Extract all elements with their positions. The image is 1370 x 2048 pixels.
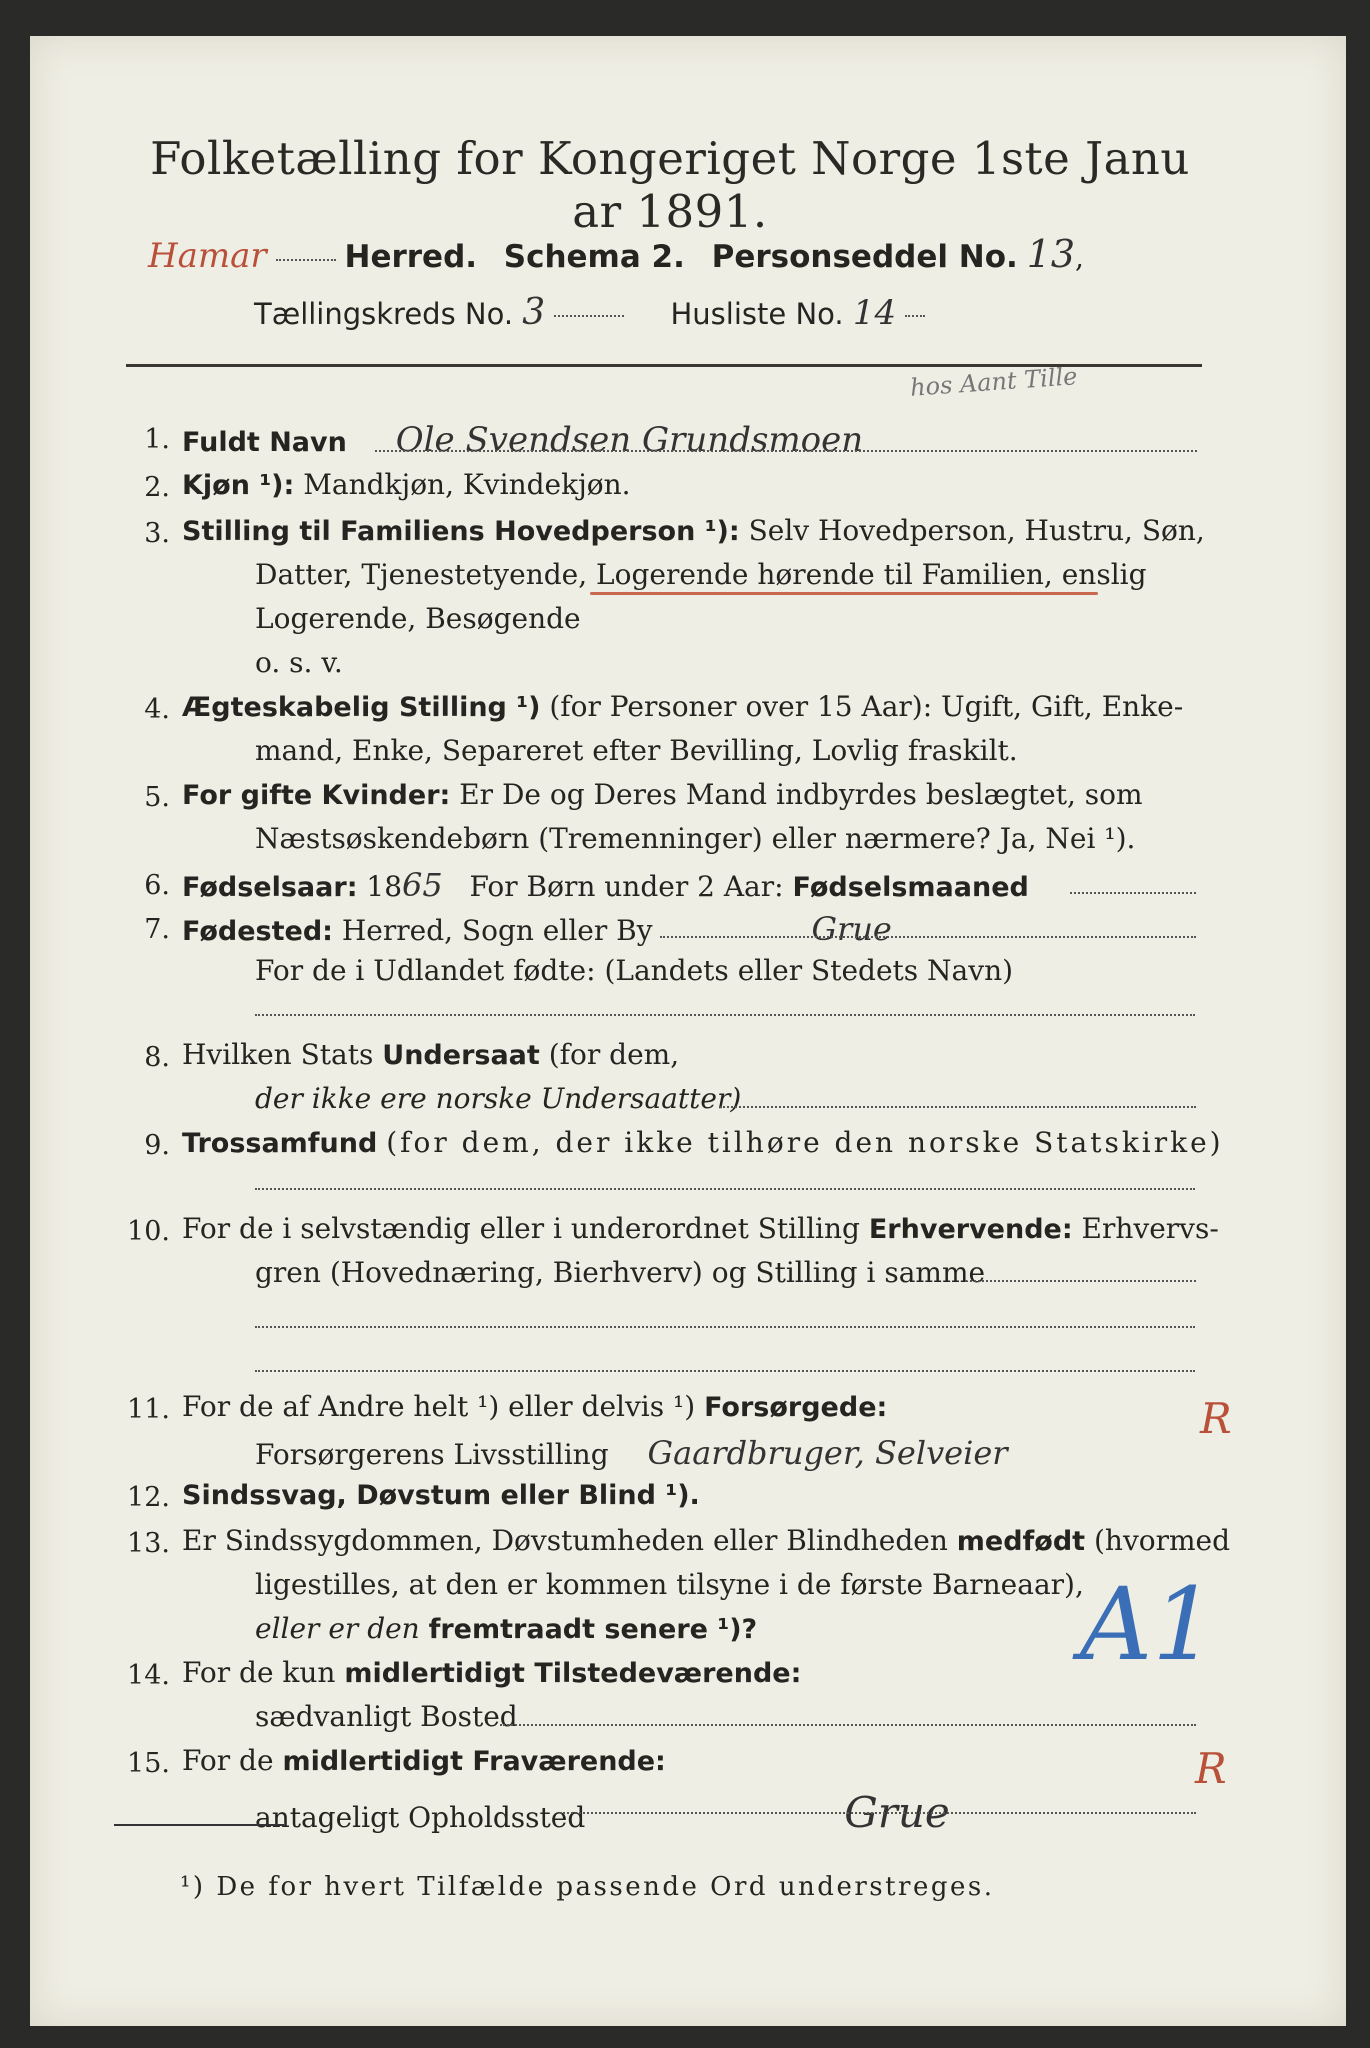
field-label: Forsørgede: (704, 1392, 888, 1423)
field-supporter-occupation (255, 1434, 1008, 1472)
field-religion (182, 1126, 1224, 1159)
field-number: 13. (127, 1528, 170, 1559)
dotted-line (255, 1014, 1195, 1016)
field-label: medfødt (956, 1526, 1086, 1557)
field-label: Erhvervende: (868, 1214, 1073, 1245)
field-text: Herred, Sogn eller By (341, 914, 653, 947)
husliste-label: Husliste No. (670, 297, 844, 331)
kreds-row (254, 292, 925, 333)
dotted-line (375, 450, 1197, 452)
form-title: Folketælling for Kongeriget Norge 1ste Janu ar 1891. (150, 132, 1190, 238)
field-text: antageligt Opholdssted (255, 1801, 586, 1834)
field-text: For Børn under 2 Aar: (469, 870, 784, 903)
field-text-line: sædvanligt Bosted (255, 1700, 518, 1733)
herred-label: Herred. (344, 239, 478, 275)
field-number: 12. (127, 1482, 170, 1513)
field-family-position (182, 514, 1205, 547)
field-text-line: gren (Hovednæring, Bierhverv) og Stilling i samme (255, 1256, 986, 1289)
dotted-line (560, 1812, 1196, 1814)
field-label: Sindssvag, Døvstum eller Blind ¹). (182, 1480, 700, 1511)
birthplace-value: Grue (811, 910, 892, 948)
field-temporary-present (182, 1656, 801, 1689)
field-label: fremtraadt senere ¹)? (428, 1614, 758, 1645)
residence-value: Grue (844, 1788, 950, 1837)
footnote: ¹) De for hvert Tilfælde passende Ord understreges. (180, 1872, 995, 1902)
name-note: hos Aant Tille (909, 362, 1079, 402)
field-label: Fuldt Navn (182, 427, 347, 458)
field-disability (182, 1478, 700, 1511)
schema-label: Schema 2. (503, 239, 685, 275)
field-text: Forsørgerens Livsstilling (255, 1438, 609, 1471)
field-temporary-absent (182, 1744, 666, 1777)
field-full-name (182, 420, 863, 460)
census-form-sheet (30, 36, 1346, 2026)
personseddel-label: Personseddel No. (711, 239, 1018, 275)
field-sex (182, 468, 631, 501)
red-check-mark: R (1200, 1394, 1232, 1443)
field-label: Kjøn ¹): (182, 470, 295, 501)
field-text: Hvilken Stats (182, 1038, 374, 1071)
dotted-line (660, 936, 1196, 938)
field-number: 7. (144, 914, 170, 945)
dotted-line (255, 1188, 1195, 1190)
field-text: (for Personer over 15 Aar): Ugift, Gift, Enke- (549, 690, 1184, 723)
herred-value: Hamar (148, 236, 267, 276)
supporter-occupation-value: Gaardbruger, Selveier (647, 1434, 1008, 1472)
footnote-rule (114, 1824, 284, 1826)
dotted-line (255, 1326, 1195, 1328)
field-label: midlertidigt Tilstedeværende: (344, 1658, 802, 1689)
field-marital (182, 690, 1183, 723)
field-birthplace (182, 910, 892, 948)
dotted-line (255, 1370, 1195, 1372)
field-supported (182, 1390, 887, 1423)
field-text: Erhvervs- (1081, 1212, 1219, 1245)
field-married-women (182, 778, 1143, 811)
field-text-line: mand, Enke, Separeret efter Bevilling, Lovlig fraskilt. (255, 734, 1018, 767)
field-label: midlertidigt Fraværende: (282, 1746, 666, 1777)
field-text: Selv Hovedperson, Hustru, Søn, (748, 514, 1205, 547)
field-label: Fødested: (182, 916, 333, 947)
field-label: Fødselsaar: (182, 872, 358, 903)
field-text: Er Sindssygdommen, Døvstumheden eller Blindheden (182, 1524, 948, 1557)
field-text: For de af Andre helt ¹) eller delvis ¹) (182, 1390, 696, 1423)
field-number: 8. (144, 1042, 170, 1073)
field-number: 3. (144, 518, 170, 549)
field-text: For de i selvstændig eller i underordnet Stilling (182, 1212, 860, 1245)
field-label: Undersaat (382, 1040, 540, 1071)
field-birth-year (182, 866, 1029, 904)
dotted-line (720, 1106, 1196, 1108)
field-text-line: Logerende, Besøgende (255, 602, 581, 635)
field-text-line (255, 1612, 757, 1645)
herred-row: Hamar Herred. Schema 2. Personseddel No. 13, (148, 232, 1084, 276)
field-text: (for dem, der ikke tilhøre den norske Statskirke) (386, 1126, 1224, 1159)
field-text-line: o. s. v. (255, 646, 343, 679)
dotted-line (1070, 892, 1196, 894)
field-text: (for dem, (548, 1038, 680, 1071)
red-check-mark: R (1195, 1744, 1227, 1793)
field-label: Ægteskabelig Stilling ¹) (182, 692, 541, 723)
field-number: 5. (144, 782, 170, 813)
field-number: 10. (127, 1216, 170, 1247)
field-citizenship (182, 1038, 679, 1071)
underline-mark (590, 592, 1098, 595)
taellingskreds-number: 3 (522, 292, 546, 333)
field-number: 15. (127, 1748, 170, 1779)
full-name-value: Ole Svendsen Grundsmoen (395, 420, 864, 460)
taellingskreds-label: Tællingskreds No. (254, 297, 514, 331)
personseddel-number: 13 (1026, 232, 1076, 276)
field-label: Trossamfund (182, 1128, 378, 1159)
field-disability-origin (182, 1524, 1230, 1557)
blue-mark: A1 (1080, 1566, 1216, 1683)
field-text: Mandkjøn, Kvindekjøn. (303, 468, 631, 501)
field-text-line: For de i Udlandet fødte: (Landets eller Stedets Navn) (255, 954, 1014, 987)
field-text: 18 (366, 870, 403, 903)
birth-year-value: 65 (402, 866, 443, 904)
field-number: 9. (144, 1130, 170, 1161)
field-number: 1. (144, 424, 170, 455)
field-number: 6. (144, 870, 170, 901)
husliste-number: 14 (852, 293, 897, 333)
field-number: 14. (127, 1660, 170, 1691)
field-text: eller er den (255, 1612, 420, 1645)
field-label: For gifte Kvinder: (182, 780, 451, 811)
field-text: For de (182, 1744, 274, 1777)
field-text-line: Datter, Tjenestetyende, Logerende hørende til Familien, enslig (255, 558, 1147, 591)
dotted-line (965, 1280, 1196, 1282)
field-number: 4. (144, 694, 170, 725)
field-occupation (182, 1212, 1219, 1245)
field-text: (hvormed (1093, 1524, 1231, 1557)
field-label: Fødselsmaaned (792, 872, 1029, 903)
field-text: For de kun (182, 1656, 336, 1689)
field-number: 2. (144, 472, 170, 503)
dotted-line (500, 1724, 1196, 1726)
field-label: Stilling til Familiens Hovedperson ¹): (182, 516, 740, 547)
field-text-line: Næstsøskendebørn (Tremenninger) eller nærmere? Ja, Nei ¹). (255, 822, 1136, 855)
field-number: 11. (127, 1394, 170, 1425)
field-text: Er De og Deres Mand indbyrdes beslægtet, som (459, 778, 1143, 811)
field-text-line: der ikke ere norske Undersaatter) (255, 1082, 742, 1115)
field-text-line: ligestilles, at den er kommen tilsyne i de første Barneaar), (255, 1568, 1084, 1601)
